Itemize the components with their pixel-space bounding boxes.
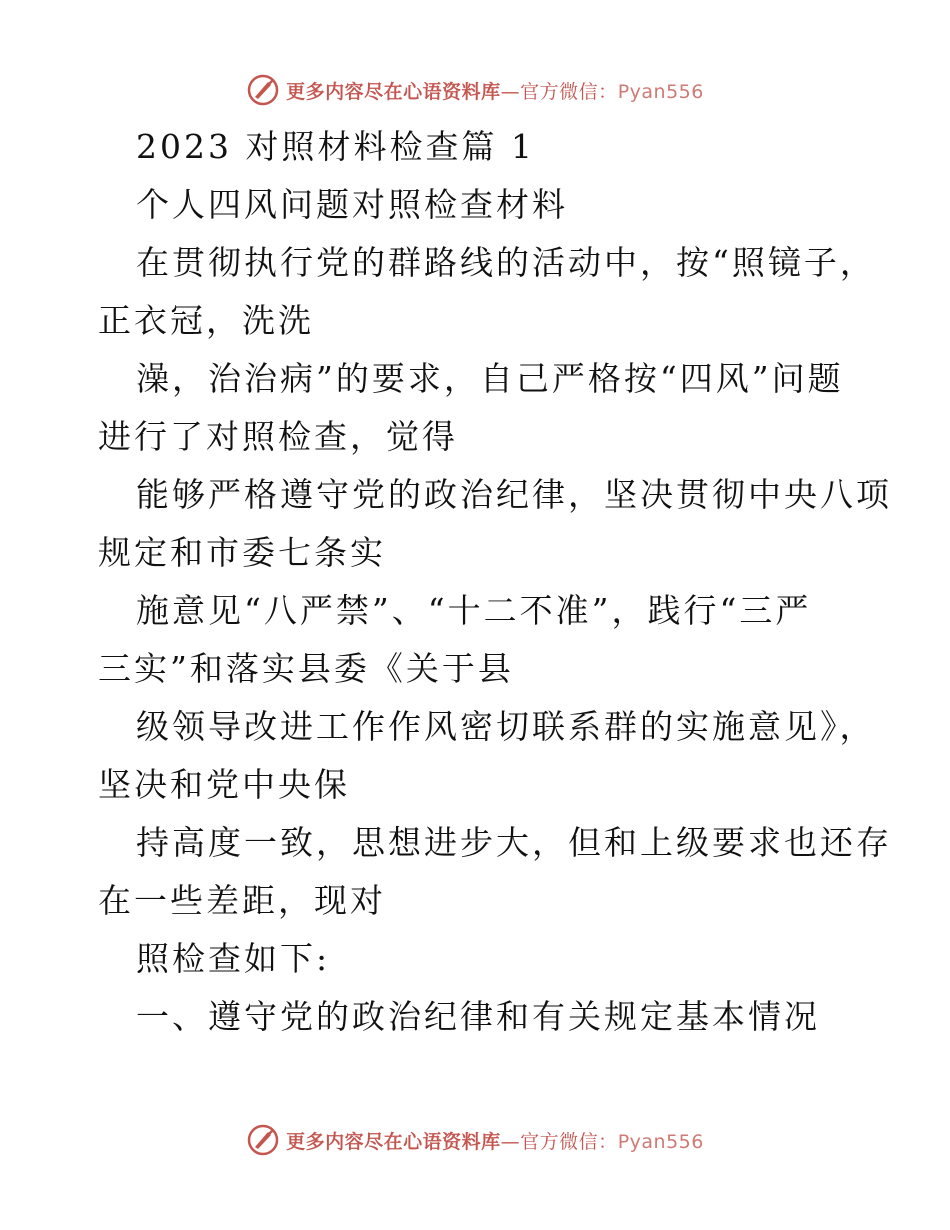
paragraph-line: 施意见“八严禁”、“十二不准”，践行“三严 [136, 591, 812, 630]
paragraph-line: 在贯彻执行党的群路线的活动中，按“照镜子， [136, 243, 876, 282]
paragraph-line: 在一些差距，现对 [98, 881, 386, 920]
paragraph-line: 级领导改进工作作风密切联系群的实施意见》， [136, 707, 876, 746]
paragraph-line: 进行了对照检查，觉得 [98, 417, 458, 456]
quill-emblem-icon [246, 1123, 280, 1157]
paragraph-line: 持高度一致，思想进步大，但和上级要求也还存 [136, 823, 892, 862]
watermark-id: Pyan556 [617, 80, 704, 103]
paragraph-line: 能够严格遵守党的政治纪律，坚决贯彻中央八项 [136, 475, 892, 514]
watermark-brand: 更多内容尽在心语资料库 [286, 80, 501, 103]
paragraph-line: 坚决和党中央保 [98, 765, 350, 804]
watermark-text [286, 77, 704, 104]
document-title: 2023 对照材料检查篇 1 [136, 127, 535, 166]
paragraph-line: 照检查如下: [136, 939, 331, 978]
watermark-text [286, 1127, 704, 1154]
paragraph-line: 澡，治治病”的要求，自己严格按“四风”问题 [136, 359, 844, 398]
watermark-contact: 官方微信： [520, 80, 618, 103]
paragraph-line: 正衣冠，洗洗 [98, 301, 314, 340]
watermark-contact: 官方微信： [520, 1130, 618, 1153]
section-heading: 一、遵守党的政治纪律和有关规定基本情况 [136, 997, 820, 1036]
footer-watermark [0, 1120, 950, 1160]
header-watermark [0, 70, 950, 110]
watermark-separator: — [500, 1130, 521, 1153]
watermark-brand: 更多内容尽在心语资料库 [286, 1130, 501, 1153]
document-subtitle: 个人四风问题对照检查材料 [136, 185, 568, 224]
document-body [98, 118, 892, 1046]
paragraph-line: 规定和市委七条实 [98, 533, 386, 572]
quill-emblem-icon [246, 73, 280, 107]
watermark-separator: — [500, 80, 521, 103]
watermark-id: Pyan556 [617, 1130, 704, 1153]
paragraph-line: 三实”和落实县委《关于县 [98, 649, 514, 688]
